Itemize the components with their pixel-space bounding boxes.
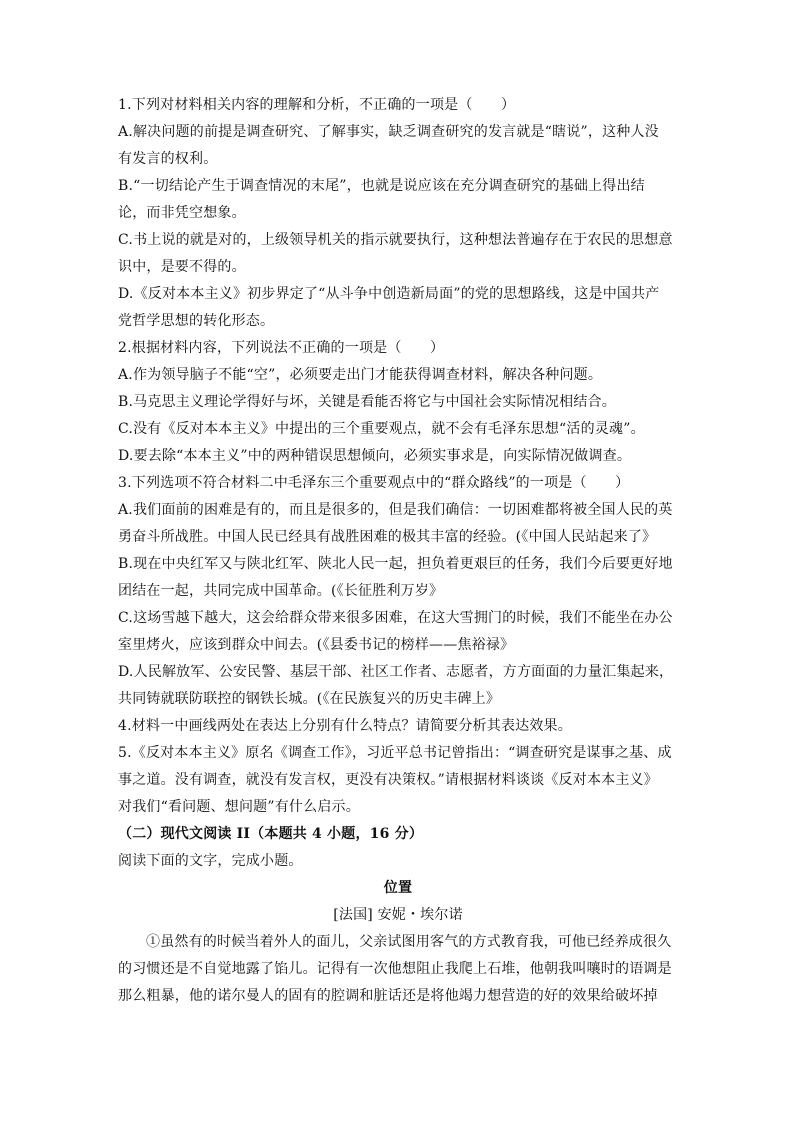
q3-option-a-line-2: 勇奋斗所战胜。中国人民已经具有战胜困难的极其丰富的经验。(《中国人民站起来了》 bbox=[118, 529, 657, 545]
paragraph-1-line-3: 那么粗暴，他的诺尔曼人的固有的腔调和脏话还是将他竭力想营造的好的效果给破坏掉 bbox=[118, 988, 658, 1004]
q3-option-b-line-2: 团结在一起，共同完成中国革命。(《长征胜利万岁》 bbox=[118, 583, 444, 599]
q1-option-d-line-1: D.《反对本本主义》初步界定了“从斗争中创造新局面”的党的思想路线，这是中国共产 bbox=[118, 286, 660, 302]
section-heading: （二）现代文阅读 II（本题共 4 小题，16 分） bbox=[118, 826, 424, 842]
paragraph-1-line-2: 的习惯还是不自觉地露了馅儿。记得有一次他想阻止我爬上石堆，他朝我叫嚷时的语调是 bbox=[118, 961, 672, 977]
q2-option-d: D.要去除“本本主义”中的两种错误思想倾向，必须实事求是，向实际情况做调查。 bbox=[118, 448, 632, 464]
reading-instruction: 阅读下面的文字，完成小题。 bbox=[118, 853, 303, 869]
q1-option-c-line-1: C.书上说的就是对的，上级领导机关的指示就要执行，这种想法普遍存在于农民的思想意 bbox=[118, 232, 673, 248]
question-5-line-1: 5.《反对本本主义》原名《调查工作》，习近平总书记曾指出：“调查研究是谋事之基、成 bbox=[118, 745, 672, 761]
q1-option-a-line-1: A.解决问题的前提是调查研究、了解事实，缺乏调查研究的发言就是“瞎说”，这种人没 bbox=[118, 124, 659, 140]
question-2-stem: 2.根据材料内容，下列说法不正确的一项是（ ） bbox=[118, 340, 445, 356]
story-title: 位置 bbox=[383, 880, 413, 896]
q2-option-c: C.没有《反对本本主义》中提出的三个重要观点，就不会有毛泽东思想“活的灵魂”。 bbox=[118, 421, 645, 437]
question-4: 4.材料一中画线两处在表达上分别有什么特点？请简要分析其表达效果。 bbox=[118, 718, 572, 734]
q3-option-d-line-2: 共同铸就联防联控的钢铁长城。(《在民族复兴的历史丰碑上》 bbox=[118, 691, 501, 707]
question-5-line-3: 对我们“看问题、想问题”有什么启示。 bbox=[118, 799, 360, 815]
q3-option-c-line-2: 室里烤火，应该到群众中间去。(《县委书记的榜样——焦裕禄》 bbox=[118, 637, 515, 653]
q3-option-c-line-1: C.这场雪越下越大，这会给群众带来很多困难，在这大雪拥门的时候，我们不能坐在办公 bbox=[118, 610, 673, 626]
q1-option-b-line-2: 论，而非凭空想象。 bbox=[118, 205, 246, 221]
q3-option-b-line-1: B.现在中央红军又与陕北红军、陕北人民一起，担负着更艰巨的任务，我们今后要更好地 bbox=[118, 556, 673, 572]
question-5-line-2: 事之道。没有调查，就没有发言权，更没有决策权。”请根据材料谈谈《反对本本主义》 bbox=[118, 772, 658, 788]
q2-option-a: A.作为领导脑子不能“空”，必须要走出门才能获得调查材料，解决各种问题。 bbox=[118, 367, 603, 383]
story-author: [法国] 安妮・埃尔诺 bbox=[333, 907, 463, 923]
q2-option-b: B.马克思主义理论学得好与坏，关键是看能否将它与中国社会实际情况相结合。 bbox=[118, 394, 616, 410]
q1-option-b-line-1: B.“一切结论产生于调查情况的末尾”，也就是说应该在充分调查研究的基础上得出结 bbox=[118, 178, 645, 194]
q1-option-c-line-2: 识中，是要不得的。 bbox=[118, 259, 246, 275]
paragraph-1-line-1: ①虽然有的时候当着外人的面儿，父亲试图用客气的方式教育我，可他已经养成很久 bbox=[146, 934, 672, 950]
question-1-stem: 1.下列对材料相关内容的理解和分析，不正确的一项是（ ） bbox=[118, 97, 516, 113]
q1-option-a-line-2: 有发言的权利。 bbox=[118, 151, 218, 167]
q3-option-d-line-1: D.人民解放军、公安民警、基层干部、社区工作者、志愿者，方方面面的力量汇集起来， bbox=[118, 664, 674, 680]
q3-option-a-line-1: A.我们面前的困难是有的，而且是很多的，但是我们确信：一切困难都将被全国人民的英 bbox=[118, 502, 673, 518]
question-3-stem: 3.下列选项不符合材料二中毛泽东三个重要观点中的“群众路线”的一项是（ ） bbox=[118, 475, 630, 491]
q1-option-d-line-2: 党哲学思想的转化形态。 bbox=[118, 313, 275, 329]
document-page bbox=[118, 92, 678, 1010]
